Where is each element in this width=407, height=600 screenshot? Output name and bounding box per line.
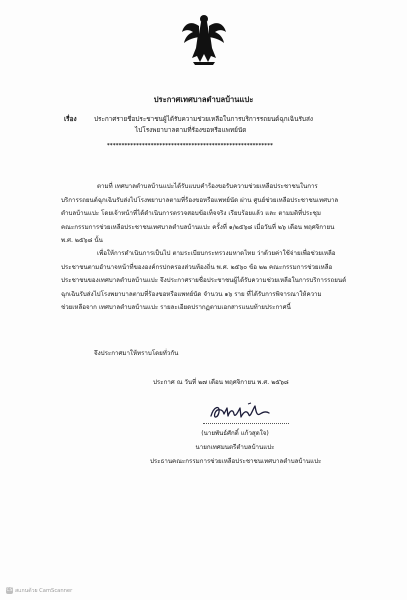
paragraph-2 <box>61 247 363 315</box>
garuda-emblem-icon <box>181 12 227 66</box>
closing-statement: จึงประกาศมาให้ทราบโดยทั่วกัน <box>94 350 179 357</box>
separator-line: ********************************************************* <box>107 143 274 149</box>
paragraph-1-line: คณะกรรมการช่วยเหลือประชาชนเทศบาลตำบลบ้านแปะ ครั้งที่ ๑/๒๕๖๘ เมื่อวันที่ ๒๖ เดือน พฤศจิกายน <box>61 223 335 231</box>
signature-line <box>203 423 289 424</box>
paragraph-2-line: ประชาชนตามอำนาจหน้าที่ขององค์กรปกครองส่วนท้องถิ่น พ.ศ. ๒๕๖๐ ข้อ ๒๒ คณะกรรมการช่วยเหลือ <box>61 263 333 271</box>
paragraph-2-line: เพื่อให้การดำเนินการเป็นไป ตามระเบียบกระทรวงมหาดไทย ว่าด้วยค่าใช้จ่ายเพื่อช่วยเหลือ <box>97 250 336 257</box>
paragraph-2-line: ประชาชนของเทศบาลตำบลบ้านแปะ จึงประกาศรายชื่อประชาชนผู้ได้รับความช่วยเหลือในการบริการรถยนต์ <box>61 277 347 285</box>
signer-name: (นายพันธ์ศักดิ์ แก้วสุดใจ) <box>201 430 269 437</box>
handwritten-signature <box>208 400 272 424</box>
signer-committee-position: ประธานคณะกรรมการช่วยเหลือประชาชนเทศบาลตำบลบ้านแปะ <box>150 458 322 465</box>
paragraph-1-line: บริการรถยนต์ฉุกเฉินรับส่งไปโรงพยาบาลตามที่ร้องขอหรือแพทย์นัด ผ่าน ศูนย์ช่วยเหลือประชาชนเทศบาล <box>61 196 339 204</box>
paragraph-2-line: ช่วยเหลือจาก เทศบาลตำบลบ้านแปะ รายละเอียดปรากฏตามเอกสารแนบท้ายประกาศนี้ <box>61 304 291 312</box>
paragraph-1-line: พ.ศ. ๒๕๖๘ นั้น <box>61 237 103 245</box>
watermark-text: สแกนด้วย CamScanner <box>15 588 73 594</box>
paragraph-1-line: ตามที่ เทศบาลตำบลบ้านแปะได้รับแบบคำร้องขอรับความช่วยเหลือประชาชนในการ <box>97 183 318 190</box>
subject-line-2: ไปโรงพยาบาลตามที่ร้องขอหรือแพทย์นัด <box>135 126 247 134</box>
subject-line-1: ประกาศรายชื่อประชาชนผู้ได้รับความช่วยเหลือในการบริการรถยนต์ฉุกเฉินรับส่ง <box>94 115 313 123</box>
scanner-watermark <box>6 587 72 595</box>
paragraph-2-line: ฉุกเฉินรับส่งไปโรงพยาบาลตามที่ร้องขอหรือแพทย์นัด จำนวน ๑๖ ราย ที่ได้รับการพิจารณาให้ความ <box>61 290 322 298</box>
subject-label: เรื่อง <box>64 115 77 123</box>
signer-position: นายกเทศมนตรีตำบลบ้านแปะ <box>195 444 275 451</box>
announcement-title: ประกาศเทศบาลตำบลบ้านแปะ <box>153 95 254 104</box>
paragraph-1 <box>61 180 363 248</box>
announcement-date: ประกาศ ณ วันที่ ๒๗ เดือน พฤศจิกายน พ.ศ. ๒๕๖๘ <box>153 379 289 386</box>
camscanner-logo-icon: CS <box>6 588 13 593</box>
paragraph-1-line: ตำบลบ้านแปะ โดยเจ้าหน้าที่ได้ดำเนินการตรวจสอบข้อเท็จจริง เรียบร้อยแล้ว และ ตามมติที่ประชุม <box>61 210 321 218</box>
